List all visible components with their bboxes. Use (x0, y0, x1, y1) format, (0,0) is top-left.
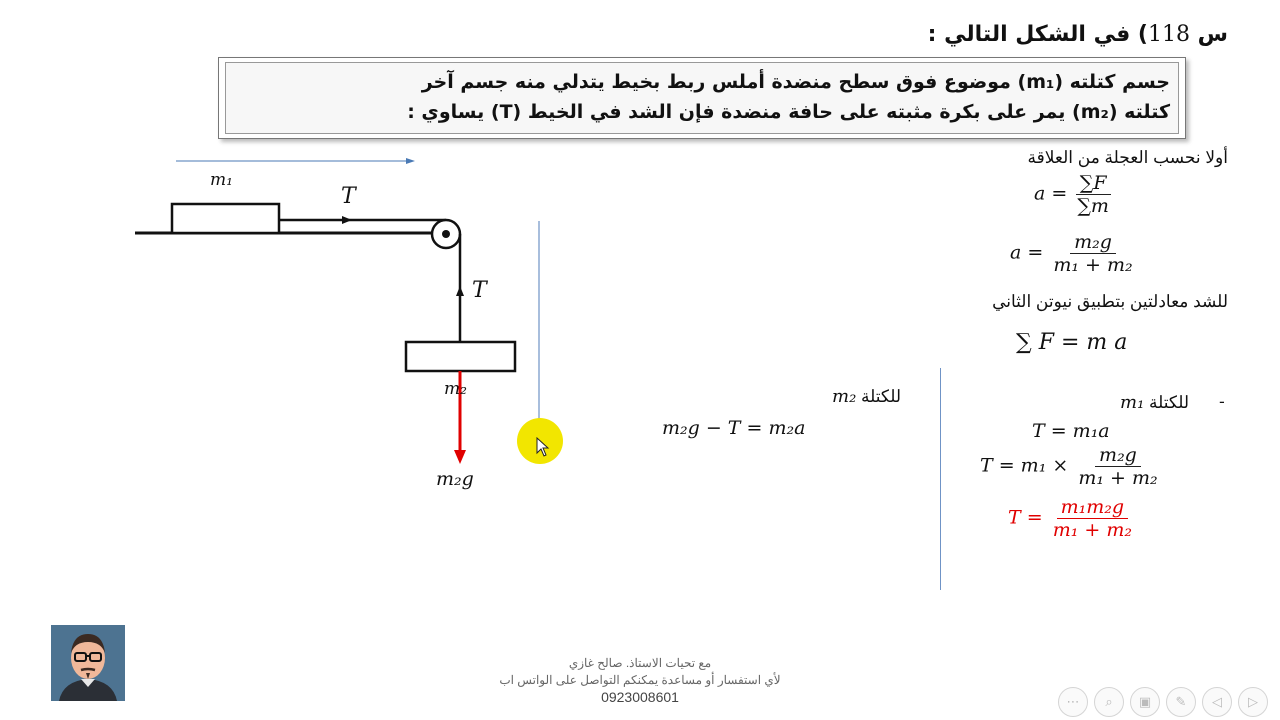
slideshow-toolbar (1058, 687, 1268, 715)
slides-icon: ▣ (1138, 694, 1152, 710)
step1-text: أولا نحسب العجلة من العلاقة (1027, 148, 1228, 167)
acc-formula-den: ∑m (1077, 195, 1109, 217)
mass2-symbol: m₂ (832, 386, 857, 407)
guide-arrow-head (406, 158, 415, 164)
eq-final-num: m₁m₂g (1057, 496, 1128, 519)
question-title (928, 22, 1228, 47)
acc-result-fraction (1049, 231, 1136, 276)
acc-result-den: m₁ + m₂ (1053, 254, 1133, 276)
eq-final-den: m₁ + m₂ (1052, 519, 1132, 541)
mass2-heading (832, 386, 901, 407)
previous-icon: ◁ (1212, 694, 1222, 710)
bullet-dash: - (1219, 392, 1225, 411)
eq-final-lhs: T = (1008, 506, 1043, 529)
solution-divider (940, 368, 941, 590)
footer-phone: 0923008601 (601, 689, 679, 705)
acc-result (1010, 231, 1137, 276)
slides-button[interactable] (1130, 687, 1160, 717)
footer (440, 655, 840, 706)
newton-law: ∑ F = m a (1016, 330, 1128, 355)
tension-label-v: T (472, 278, 487, 303)
question-number: 118 (1147, 22, 1190, 47)
pulley-axle (442, 230, 450, 238)
presenter-avatar (51, 625, 125, 701)
pen-icon: ✎ (1175, 694, 1187, 710)
more-options-icon: ⋯ (1066, 694, 1080, 710)
next-button[interactable] (1238, 687, 1268, 717)
weight-arrow-head (454, 450, 466, 464)
eq-sub-lhs: T = m₁ × (980, 454, 1069, 477)
tension-arrow-v (456, 286, 464, 296)
avatar-icon (51, 625, 125, 701)
tension-label-h: T (341, 184, 356, 209)
m2-label: m₂ (444, 379, 467, 399)
acc-formula-lhs: a = (1034, 182, 1068, 205)
mass2-label: للكتلة (861, 387, 902, 406)
question-prefix: س (1197, 22, 1228, 47)
step2-text: للشد معادلتين بتطبيق نيوتن الثاني (992, 292, 1228, 311)
eq-m1: T = m₁a (1032, 420, 1110, 442)
pen-button[interactable] (1166, 687, 1196, 717)
question-paren: ) (1137, 22, 1148, 47)
question-title-text: في الشكل التالي : (927, 22, 1131, 47)
tension-arrow-h (342, 216, 352, 224)
eq-sub (980, 444, 1162, 489)
eq-final (1008, 496, 1136, 541)
previous-button[interactable] (1202, 687, 1232, 717)
footer-greeting: مع تحيات الاستاذ. صالح غازي (568, 656, 712, 670)
mass1-label: للكتلة (1149, 393, 1190, 412)
next-icon: ▷ (1248, 694, 1258, 710)
zoom-icon: ⌕ (1105, 694, 1113, 710)
acc-formula (1034, 172, 1113, 217)
cursor-icon (536, 437, 550, 457)
zoom-button[interactable] (1094, 687, 1124, 717)
acc-result-lhs: a = (1010, 241, 1044, 264)
mass1-heading (1120, 392, 1189, 413)
eq-final-fraction (1049, 496, 1136, 541)
weight-label: m₂g (436, 468, 474, 490)
more-options-button[interactable] (1058, 687, 1088, 717)
pulley-diagram (0, 0, 700, 520)
question-line-1: جسم كتلته (m₁) موضوع فوق سطح منضدة أملس ربط بخيط يتدلي منه جسم آخر (421, 71, 1170, 93)
eq-m2: m₂g − T = m₂a (662, 417, 806, 439)
footer-contact: لأي استفسار أو مساعدة يمكنكم التواصل على الواتس اب (499, 673, 781, 687)
question-line-2: كتلته (m₂) يمر على بكرة مثبته على حافة منضدة فإن الشد في الخيط (T) يساوي : (407, 101, 1170, 123)
eq-sub-den: m₁ + m₂ (1078, 467, 1158, 489)
eq-sub-fraction (1074, 444, 1161, 489)
acc-formula-num: ∑F (1076, 172, 1111, 195)
block-m1 (172, 204, 279, 233)
acc-result-num: m₂g (1070, 231, 1116, 254)
acc-formula-fraction (1073, 172, 1113, 217)
eq-sub-num: m₂g (1095, 444, 1141, 467)
m1-label: m₁ (210, 170, 233, 190)
block-m2 (406, 342, 515, 371)
mass1-symbol: m₁ (1120, 392, 1145, 413)
